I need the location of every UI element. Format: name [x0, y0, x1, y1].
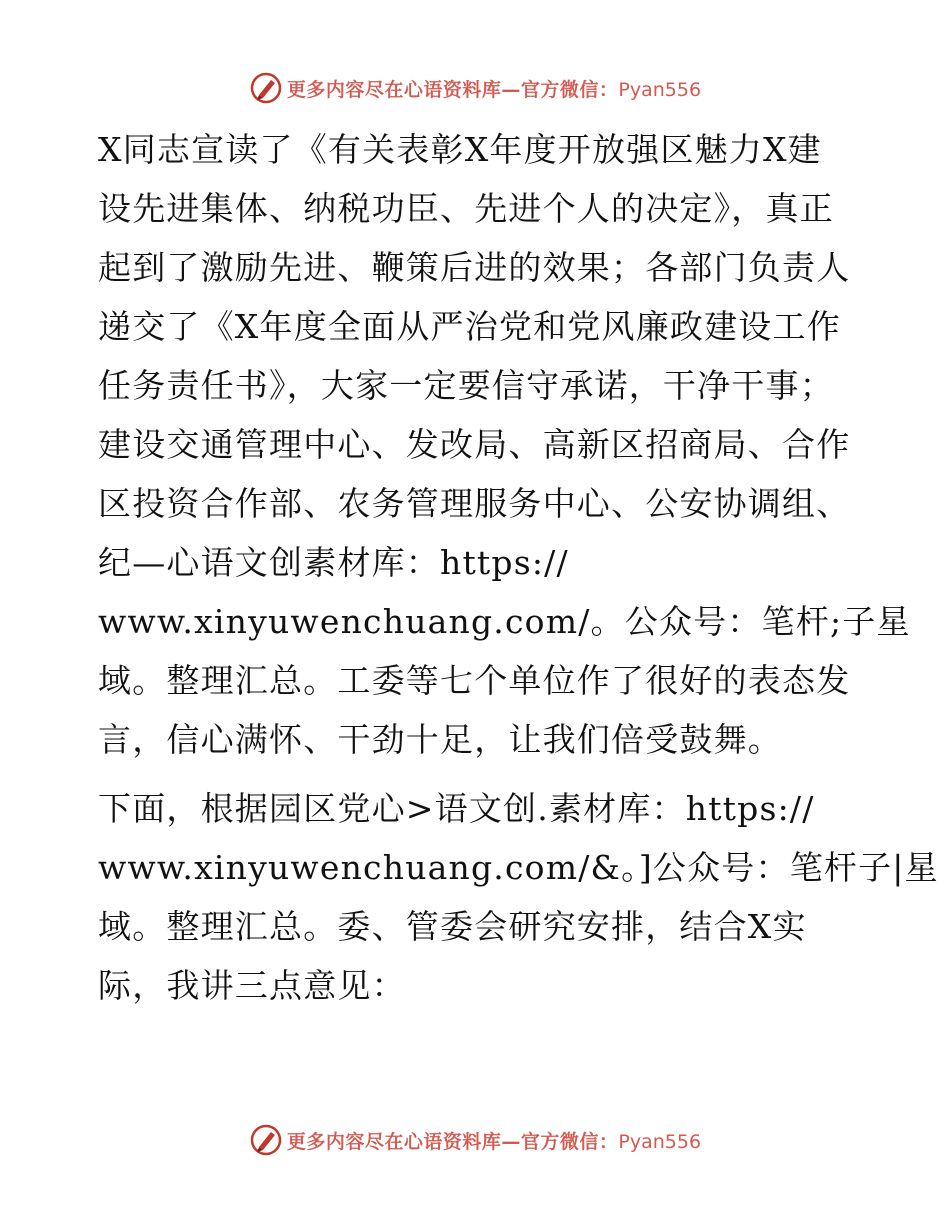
text-line: www.xinyuwenchuang.com/&。]公众号：笔杆子|星 [98, 848, 939, 887]
text-line: 际，我讲三点意见： [98, 966, 406, 1005]
text-line: www.xinyuwenchuang.com/。公众号：笔杆;子星 [98, 602, 911, 641]
header-watermark-banner [0, 68, 950, 108]
banner-handle: Pyan556 [618, 1130, 702, 1153]
banner-handle: Pyan556 [618, 78, 702, 101]
text-line: 区投资合作部、农务管理服务中心、公安协调组、 [98, 484, 851, 523]
banner-text [287, 75, 701, 102]
footer-watermark-banner [0, 1120, 950, 1160]
text-line: 递交了《X年度全面从严治党和党风廉政建设工作 [98, 307, 841, 346]
text-line: 言，信心满怀、干劲十足，让我们倍受鼓舞。 [98, 720, 782, 759]
paragraph-gap [98, 769, 858, 779]
text-line: 建设交通管理中心、发改局、高新区招商局、合作 [98, 425, 851, 464]
text-line: X同志宣读了《有关表彰X年度开放强区魅力X建 [98, 130, 822, 169]
text-line: 任务责任书》，大家一定要信守承诺，干净干事； [98, 366, 834, 405]
text-line: 设先进集体、纳税功臣、先进个人的决定》，真正 [98, 189, 834, 228]
banner-slogan: 更多内容尽在心语资料库—官方微信： [286, 78, 619, 101]
text-line: 域。整理汇总。工委等七个单位作了很好的表态发 [98, 661, 851, 700]
paragraph-1 [98, 120, 911, 769]
banner-text [287, 1127, 701, 1154]
text-line: 纪—心语文创素材库：https:// [98, 543, 569, 582]
text-line: 域。整理汇总。委、管委会研究安排，结合X实 [98, 907, 807, 946]
banner-slogan: 更多内容尽在心语资料库—官方微信： [286, 1130, 619, 1153]
document-body [98, 120, 939, 1015]
paragraph-2 [98, 779, 939, 1015]
pen-logo-icon [249, 71, 283, 105]
text-line: 下面，根据园区党心>语文创.素材库：https:// [98, 789, 815, 828]
text-line: 起到了激励先进、鞭策后进的效果；各部门负责人 [98, 248, 851, 287]
pen-logo-icon [249, 1123, 283, 1157]
